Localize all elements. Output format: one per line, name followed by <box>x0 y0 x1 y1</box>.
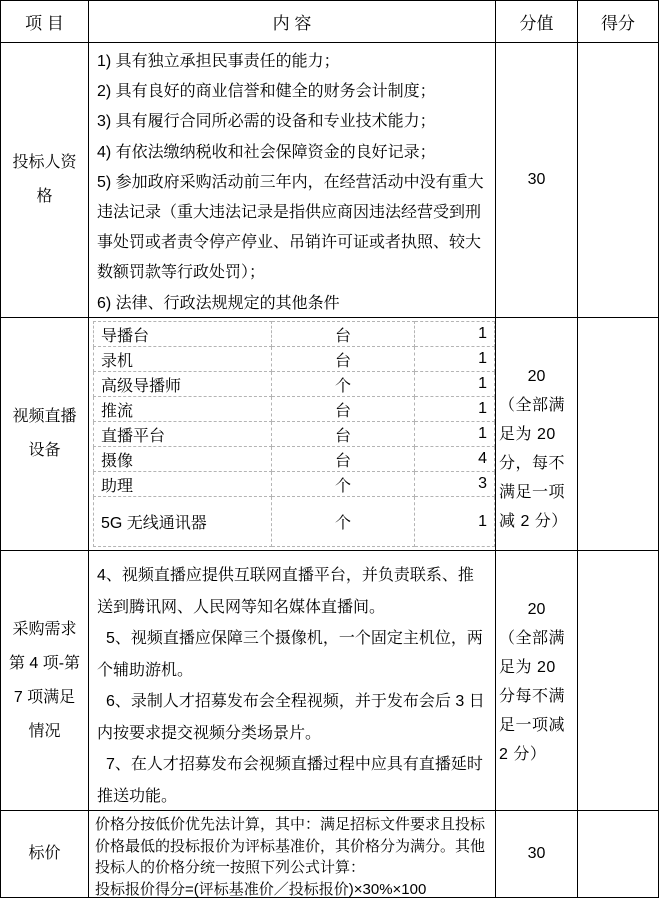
equipment-unit: 台 <box>272 422 415 447</box>
row-equipment-points <box>578 318 658 551</box>
header-points: 得分 <box>578 1 658 43</box>
equipment-row <box>94 447 495 472</box>
row-requirements-content <box>89 551 496 811</box>
qualification-clause: 2) 具有良好的商业信誉和健全的财务会计制度； <box>97 83 436 101</box>
equipment-qty: 1 <box>415 422 495 447</box>
row-qualification-item: 投标人资格 <box>1 43 89 318</box>
row-price-content <box>89 811 496 897</box>
equipment-name: 摄像 <box>94 447 272 472</box>
equipment-row <box>94 347 495 372</box>
row-qualification-score: 30 <box>496 43 578 318</box>
equipment-name: 高级导播师 <box>94 372 272 397</box>
requirement-clause: 7、在人才招募发布会视频直播过程中应具有直播延时推送功能。 <box>97 756 483 805</box>
qualification-clause: 3) 具有履行合同所必需的设备和专业技术能力； <box>97 113 436 131</box>
equipment-unit: 个 <box>272 497 415 547</box>
equipment-name: 助理 <box>94 472 272 497</box>
qualification-clause: 1) 具有独立承担民事责任的能力； <box>97 53 340 70</box>
qualification-clause: 4) 有依法缴纳税收和社会保障资金的良好记录； <box>97 143 436 161</box>
row-equipment-item: 视频直播设备 <box>1 318 89 551</box>
score-note: （全部满足为 20 分，每不满足一项减 2 分） <box>499 397 568 530</box>
equipment-row <box>94 422 495 447</box>
equipment-unit: 台 <box>272 322 415 347</box>
equipment-row <box>94 472 495 497</box>
row-requirements-score <box>496 551 578 811</box>
equipment-qty: 4 <box>415 447 495 472</box>
equipment-name: 推流 <box>94 397 272 422</box>
equipment-qty: 1 <box>415 322 495 347</box>
row-qualification-points <box>578 43 658 318</box>
header-item: 项 目 <box>1 1 89 43</box>
row-equipment-content <box>89 318 496 551</box>
equipment-name: 5G 无线通讯器 <box>94 497 272 547</box>
row-price-points <box>578 811 658 897</box>
equipment-qty: 1 <box>415 497 495 547</box>
equipment-name: 导播台 <box>94 322 272 347</box>
row-equipment-score <box>496 318 578 551</box>
equipment-qty: 1 <box>415 397 495 422</box>
equipment-unit: 个 <box>272 372 415 397</box>
equipment-unit: 台 <box>272 397 415 422</box>
equipment-unit: 台 <box>272 347 415 372</box>
qualification-clause: 5) 参加政府采购活动前三年内，在经营活动中没有重大违法记录（重大违法记录是指供应商因违法经营受到刑事处罚或者责令停产停业、吊销许可证或者执照、较大数额罚款等行政处罚）； <box>97 173 484 282</box>
score-note: （全部满足为 20 分每不满足一项减 2 分） <box>499 630 566 763</box>
equipment-unit: 个 <box>272 472 415 497</box>
qualification-clause: 6) 法律、行政法规规定的其他条件 <box>97 294 340 312</box>
equipment-name: 录机 <box>94 347 272 372</box>
row-price-item: 标价 <box>1 811 89 897</box>
row-requirements-points <box>578 551 658 811</box>
equipment-row <box>94 497 495 547</box>
price-formula: 投标报价得分=(评标基准价／投标报价)×30%×100 <box>95 880 427 897</box>
equipment-name: 直播平台 <box>94 422 272 447</box>
equipment-row <box>94 322 495 347</box>
equipment-qty: 1 <box>415 347 495 372</box>
equipment-qty: 1 <box>415 372 495 397</box>
requirement-clause: 4、视频直播应提供互联网直播平台，并负责联系、推送到腾讯网、人民网等知名媒体直播间。 <box>97 567 474 616</box>
row-price-score: 30 <box>496 811 578 897</box>
equipment-unit: 台 <box>272 447 415 472</box>
header-content: 内 容 <box>89 1 496 43</box>
row-qualification-content <box>89 43 496 318</box>
equipment-row <box>94 372 495 397</box>
header-score: 分值 <box>496 1 578 43</box>
price-description: 价格分按低价优先法计算，其中：满足招标文件要求且投标价格最低的投标报价为评标基准价，其价格分为满分。其他投标人的价格分统一按照下列公式计算： <box>95 816 486 876</box>
row-requirements-item: 采购需求第 4 项-第 7 项满足情况 <box>1 551 89 811</box>
equipment-subtable <box>93 321 495 547</box>
equipment-qty: 3 <box>415 472 495 497</box>
requirement-clause: 6、录制人才招募发布会全程视频，并于发布会后 3 日内按要求提交视频分类场景片。 <box>97 693 485 742</box>
equipment-row <box>94 397 495 422</box>
score-value: 20 <box>527 368 546 385</box>
score-value: 20 <box>527 601 546 618</box>
requirement-clause: 5、视频直播应保障三个摄像机，一个固定主机位，两个辅助游机。 <box>97 630 483 679</box>
